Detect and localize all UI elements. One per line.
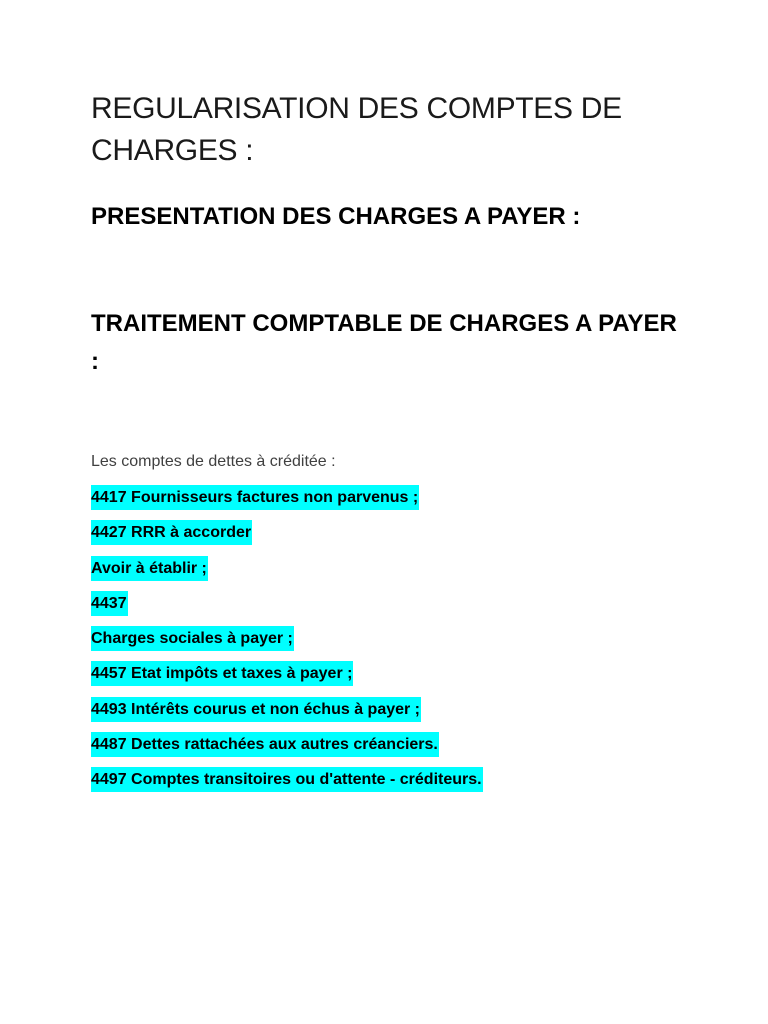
list-item bbox=[91, 556, 483, 591]
list-item bbox=[91, 661, 483, 696]
list-item bbox=[91, 732, 483, 767]
highlighted-account: Avoir à établir ; bbox=[91, 556, 208, 581]
section-heading-presentation: PRESENTATION DES CHARGES A PAYER : bbox=[91, 203, 581, 230]
highlighted-account: 4417 Fournisseurs factures non parvenus ; bbox=[91, 485, 419, 510]
highlighted-account: 4427 RRR à accorder bbox=[91, 520, 252, 545]
list-item bbox=[91, 767, 483, 802]
document-title: REGULARISATION DES COMPTES DE CHARGES : bbox=[91, 92, 622, 167]
list-item bbox=[91, 520, 483, 555]
intro-text: Les comptes de dettes à créditée : bbox=[91, 453, 336, 470]
list-item bbox=[91, 485, 483, 520]
highlighted-account: 4457 Etat impôts et taxes à payer ; bbox=[91, 661, 353, 686]
highlighted-account: Charges sociales à payer ; bbox=[91, 626, 294, 651]
highlighted-account: 4487 Dettes rattachées aux autres créanciers. bbox=[91, 732, 439, 757]
highlighted-account: 4497 Comptes transitoires ou d'attente - créditeurs. bbox=[91, 767, 483, 792]
list-item bbox=[91, 626, 483, 661]
highlighted-account: 4493 Intérêts courus et non échus à payer ; bbox=[91, 697, 421, 722]
list-item bbox=[91, 697, 483, 732]
highlighted-account: 4437 bbox=[91, 591, 128, 616]
accounts-list bbox=[91, 485, 483, 803]
list-item bbox=[91, 591, 483, 626]
section-heading-traitement: TRAITEMENT COMPTABLE DE CHARGES A PAYER : bbox=[91, 310, 677, 375]
